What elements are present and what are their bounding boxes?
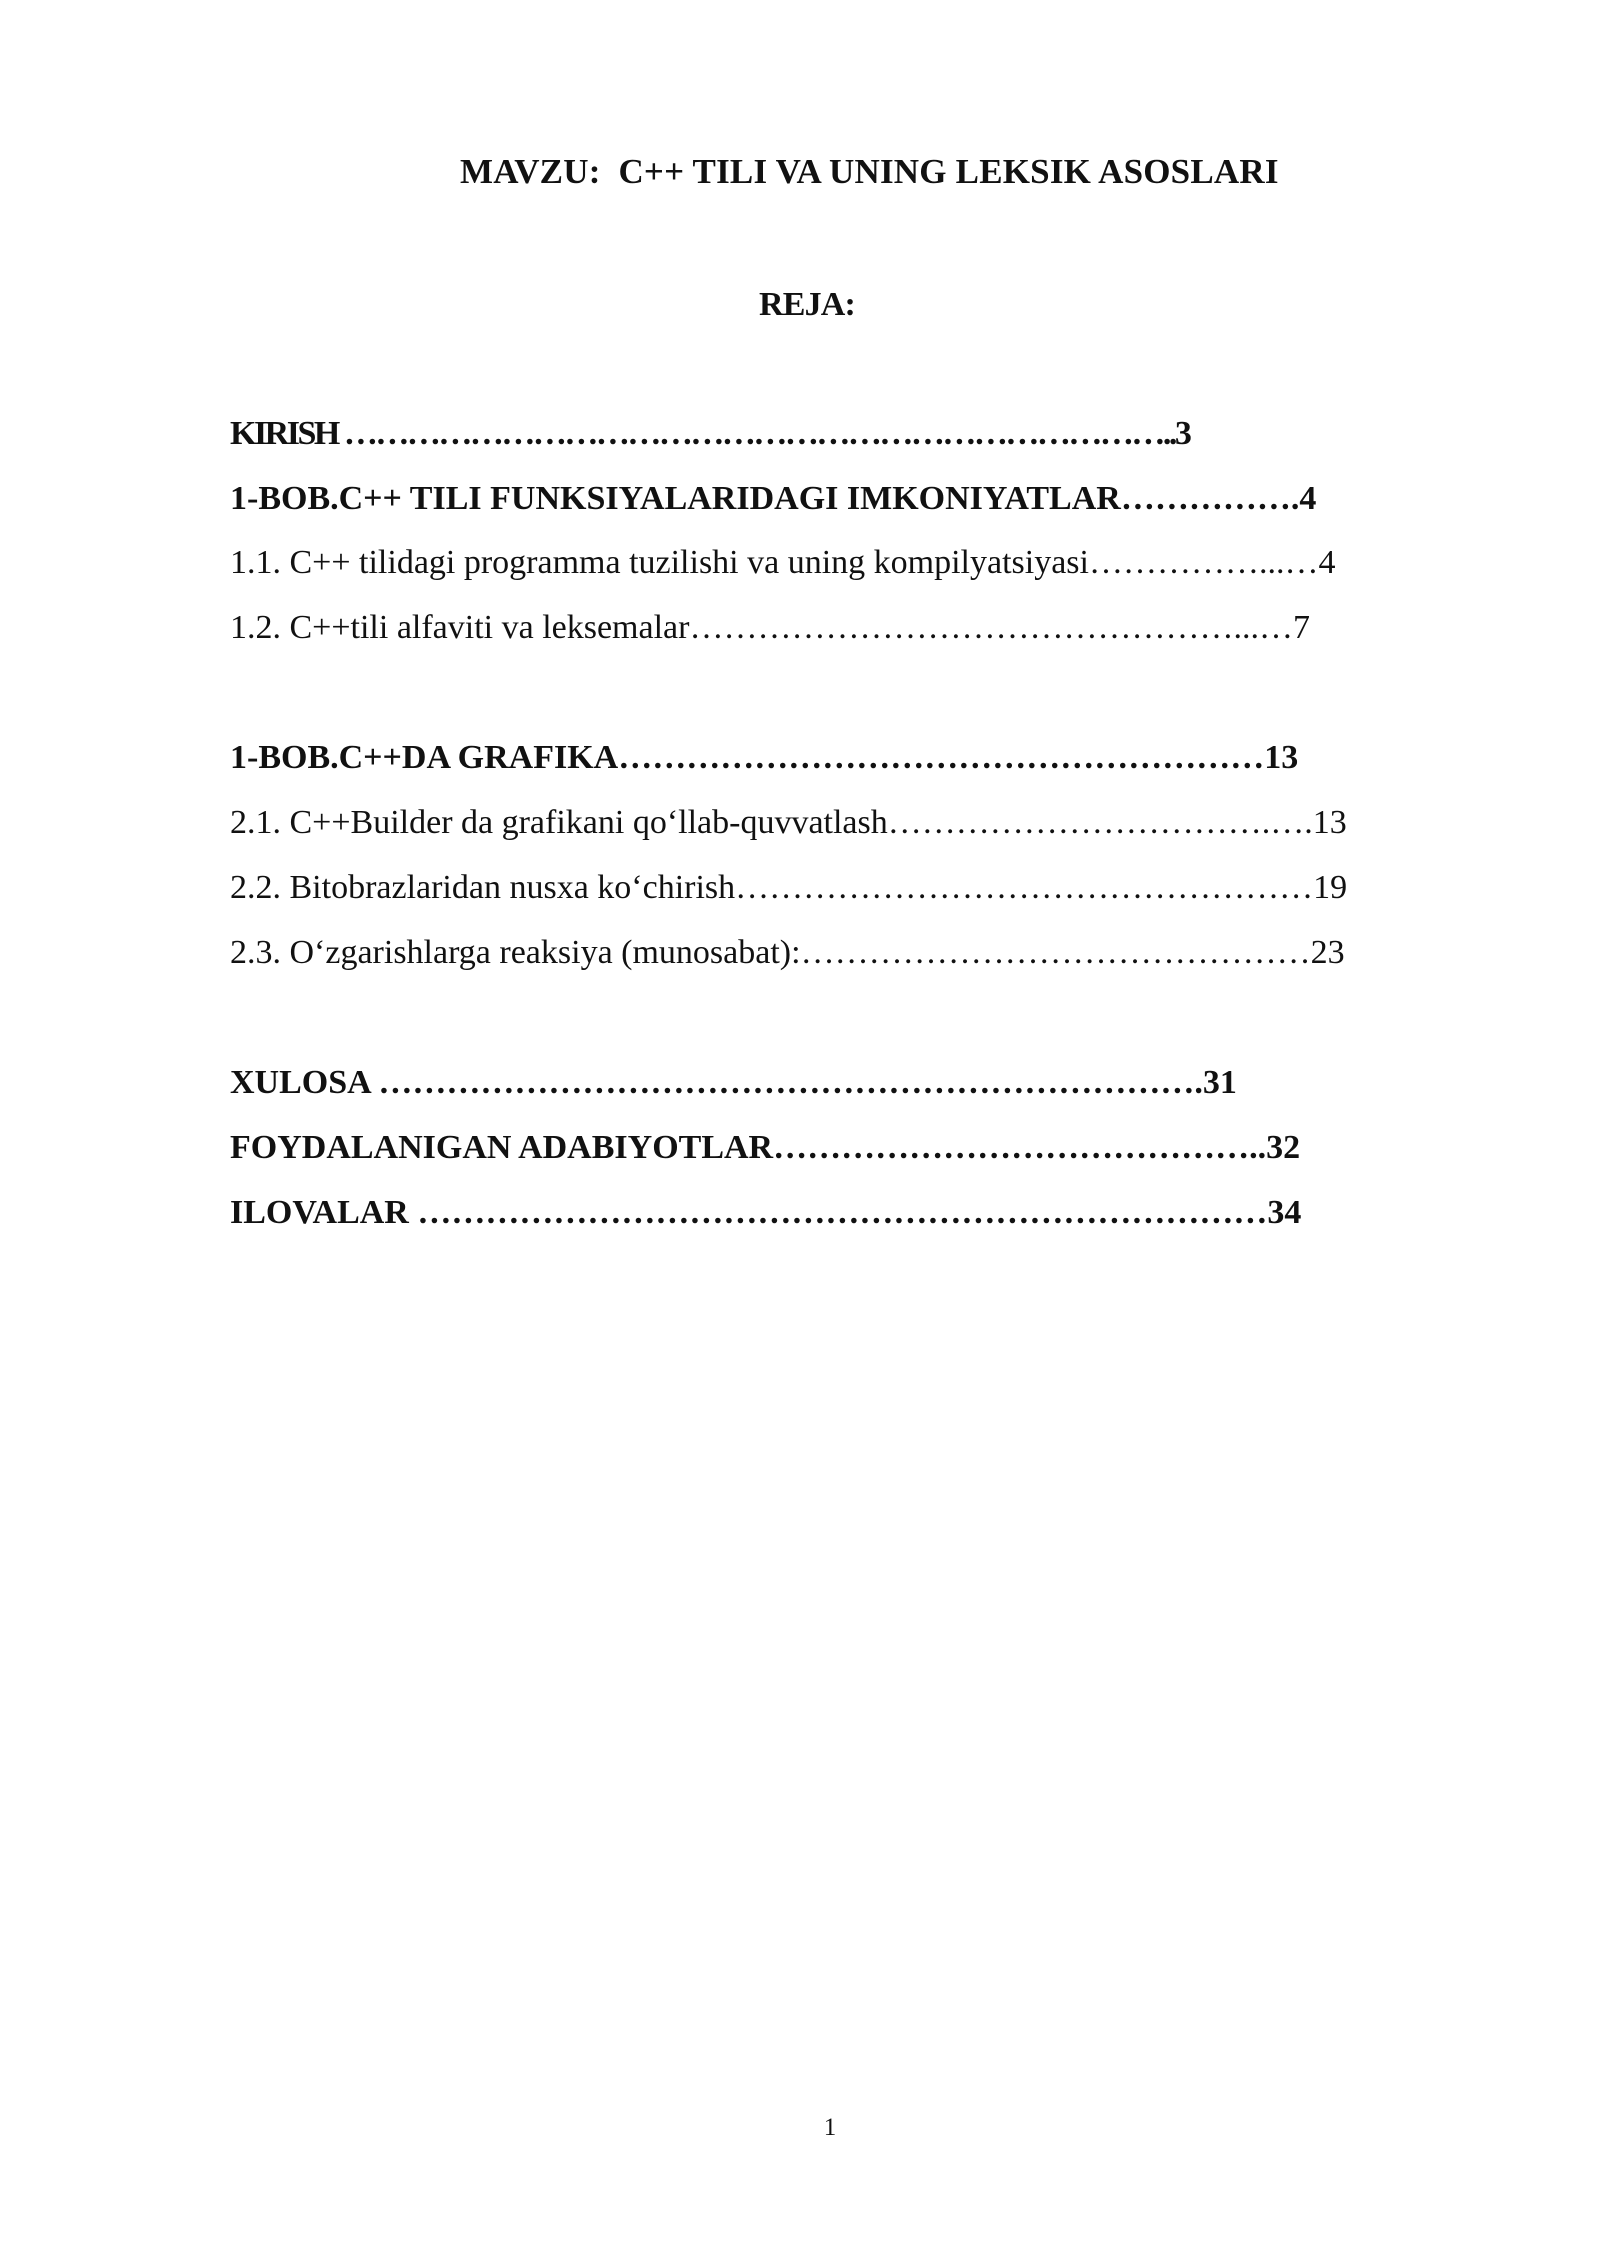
toc-page-number: 3: [1174, 415, 1192, 452]
toc-leader-dots: …………………………………………………: [618, 739, 1265, 776]
toc-leader-dots: ……………...…: [1088, 544, 1319, 581]
toc-entry-kirish: [230, 412, 1192, 456]
plan-heading: REJA:: [758, 286, 856, 323]
toc-page-number: 31: [1202, 1064, 1237, 1101]
toc-entry-chapter-1: [230, 477, 1316, 521]
document-title: MAVZU: C++ TILI VA UNING LEKSIK ASOSLARI: [460, 152, 1279, 191]
toc-page-number: 32: [1266, 1129, 1301, 1166]
toc-entry-section-2-2: [230, 866, 1347, 910]
toc-page-number: 13: [1264, 739, 1299, 776]
toc-entry-section-2-3: [230, 931, 1345, 975]
toc-leader-dots: …………………………………………...…: [689, 609, 1293, 646]
toc-leader-dots: ……………………………………………: [735, 869, 1314, 906]
toc-entry-title: 2.1. C++Builder da grafikani qo‘llab-quvvatlash: [230, 804, 888, 841]
toc-entry-title: 2.3. O‘zgarishlarga reaksiya (munosabat):: [230, 934, 801, 971]
toc-entry-title: KIRISH: [230, 415, 344, 452]
toc-entry-title: XULOSA: [230, 1064, 379, 1101]
toc-leader-dots: ……………………………………………………………………..: [343, 415, 1175, 452]
toc-page-number: 4: [1318, 544, 1336, 581]
toc-leader-dots: ……………………………………..: [773, 1129, 1267, 1166]
toc-entry-references: [230, 1126, 1300, 1170]
toc-entry-title: 1.1. C++ tilidagi programma tuzilishi va uning kompilyatsiyasi: [230, 544, 1089, 581]
toc-leader-dots: ……………………………………………………………….: [378, 1064, 1203, 1101]
toc-entry-appendices: [230, 1191, 1301, 1235]
toc-entry-title: ILOVALAR: [230, 1194, 418, 1231]
toc-entry-section-1-2: [230, 606, 1310, 650]
toc-entry-title: FOYDALANIGAN ADABIYOTLAR: [230, 1129, 774, 1166]
toc-page-number: 13: [1312, 804, 1347, 841]
toc-entry-xulosa: [230, 1061, 1237, 1105]
toc-leader-dots: …………………………….….: [887, 804, 1313, 841]
toc-entry-title: 1-BOB.C++DA GRAFIKA: [230, 739, 619, 776]
toc-entry-title: 1-BOB.C++ TILI FUNKSIYALARIDAGI IMKONIYATLAR: [230, 480, 1121, 517]
page-number: 1: [823, 2114, 837, 2141]
toc-entry-chapter-2: [230, 736, 1298, 780]
toc-leader-dots: ………………………………………: [800, 934, 1311, 971]
toc-entry-title: 1.2. C++tili alfaviti va leksemalar: [230, 609, 690, 646]
toc-leader-dots: …………………………………………………………………: [417, 1194, 1268, 1231]
toc-entry-title: 2.2. Bitobrazlaridan nusxa ko‘chirish: [230, 869, 736, 906]
toc-page-number: 34: [1267, 1194, 1302, 1231]
toc-leader-dots: …………….: [1120, 480, 1300, 517]
toc-page-number: 19: [1313, 869, 1348, 906]
toc-entry-section-2-1: [230, 801, 1347, 845]
toc-page-number: 23: [1310, 934, 1345, 971]
toc-page-number: 7: [1292, 609, 1310, 646]
toc-page-number: 4: [1299, 480, 1317, 517]
toc-entry-section-1-1: [230, 541, 1335, 585]
